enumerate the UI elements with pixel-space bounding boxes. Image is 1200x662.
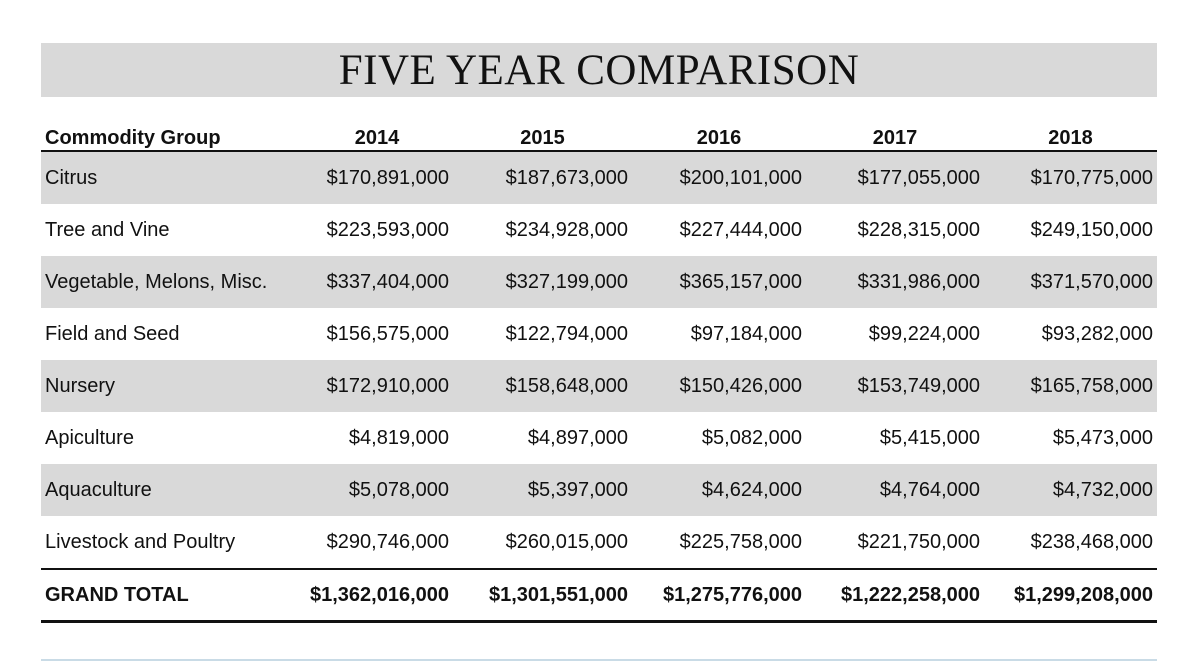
cell-value: $99,224,000 xyxy=(868,322,980,345)
cell-value: $170,775,000 xyxy=(984,151,1157,204)
cell-value: $260,015,000 xyxy=(505,530,628,553)
row-label: Aquaculture xyxy=(41,464,301,516)
table-row xyxy=(41,204,1157,256)
cell-value: $221,750,000 xyxy=(857,530,980,553)
cell-value: $156,575,000 xyxy=(326,322,449,345)
header-year: 2018 xyxy=(984,122,1157,151)
row-label: Tree and Vine xyxy=(45,218,170,241)
cell-value: $5,397,000 xyxy=(453,464,632,516)
header-year: 2016 xyxy=(632,122,806,151)
cell-value: $249,150,000 xyxy=(1030,218,1153,241)
cell-value: $122,794,000 xyxy=(505,322,628,345)
row-label: Apiculture xyxy=(45,426,134,449)
cell-value: $5,473,000 xyxy=(1052,426,1153,449)
table-row xyxy=(41,464,1157,516)
cell-value: $170,891,000 xyxy=(301,151,453,204)
cell-value: $228,315,000 xyxy=(857,218,980,241)
header-commodity-group: Commodity Group xyxy=(41,122,301,151)
cell-value: $327,199,000 xyxy=(453,256,632,308)
cell-value: $200,101,000 xyxy=(632,151,806,204)
comparison-table xyxy=(41,122,1157,623)
grand-total-row xyxy=(41,569,1157,622)
page-title: FIVE YEAR COMPARISON xyxy=(338,46,860,94)
cell-value: $365,157,000 xyxy=(632,256,806,308)
cell-value: $4,819,000 xyxy=(348,426,449,449)
cell-value: $337,404,000 xyxy=(301,256,453,308)
cell-value: $234,928,000 xyxy=(505,218,628,241)
total-value: $1,275,776,000 xyxy=(632,569,806,622)
cell-value: $225,758,000 xyxy=(679,530,802,553)
cell-value: $97,184,000 xyxy=(690,322,802,345)
cell-value: $4,764,000 xyxy=(806,464,984,516)
row-label: Field and Seed xyxy=(45,322,180,345)
row-label: Citrus xyxy=(41,151,301,204)
header-row xyxy=(41,122,1157,151)
table-row xyxy=(41,151,1157,204)
cell-value: $238,468,000 xyxy=(1030,530,1153,553)
cell-value: $93,282,000 xyxy=(1041,322,1153,345)
table-row xyxy=(41,516,1157,569)
title-band xyxy=(41,43,1157,97)
cell-value: $4,624,000 xyxy=(632,464,806,516)
cell-value: $150,426,000 xyxy=(632,360,806,412)
header-year: 2015 xyxy=(453,122,632,151)
cell-value: $153,749,000 xyxy=(806,360,984,412)
total-value: $1,299,208,000 xyxy=(984,569,1157,622)
cell-value: $165,758,000 xyxy=(984,360,1157,412)
cell-value: $177,055,000 xyxy=(806,151,984,204)
table-row xyxy=(41,256,1157,308)
cell-value: $158,648,000 xyxy=(453,360,632,412)
page-divider xyxy=(41,659,1157,661)
cell-value: $172,910,000 xyxy=(301,360,453,412)
cell-value: $223,593,000 xyxy=(326,218,449,241)
cell-value: $371,570,000 xyxy=(984,256,1157,308)
cell-value: $5,415,000 xyxy=(879,426,980,449)
table-row xyxy=(41,308,1157,360)
cell-value: $5,082,000 xyxy=(701,426,802,449)
cell-value: $187,673,000 xyxy=(453,151,632,204)
total-value: $1,362,016,000 xyxy=(301,569,453,622)
table-row xyxy=(41,412,1157,464)
header-year: 2014 xyxy=(301,122,453,151)
cell-value: $5,078,000 xyxy=(301,464,453,516)
header-year: 2017 xyxy=(806,122,984,151)
row-label: Livestock and Poultry xyxy=(45,530,236,553)
cell-value: $4,897,000 xyxy=(527,426,628,449)
row-label: Nursery xyxy=(41,360,301,412)
cell-value: $331,986,000 xyxy=(806,256,984,308)
total-value: $1,301,551,000 xyxy=(453,569,632,622)
cell-value: $4,732,000 xyxy=(984,464,1157,516)
row-label: Vegetable, Melons, Misc. xyxy=(41,256,301,308)
cell-value: $227,444,000 xyxy=(679,218,802,241)
total-value: $1,222,258,000 xyxy=(806,569,984,622)
table-row xyxy=(41,360,1157,412)
cell-value: $290,746,000 xyxy=(326,530,449,553)
grand-total-label: GRAND TOTAL xyxy=(41,569,301,622)
